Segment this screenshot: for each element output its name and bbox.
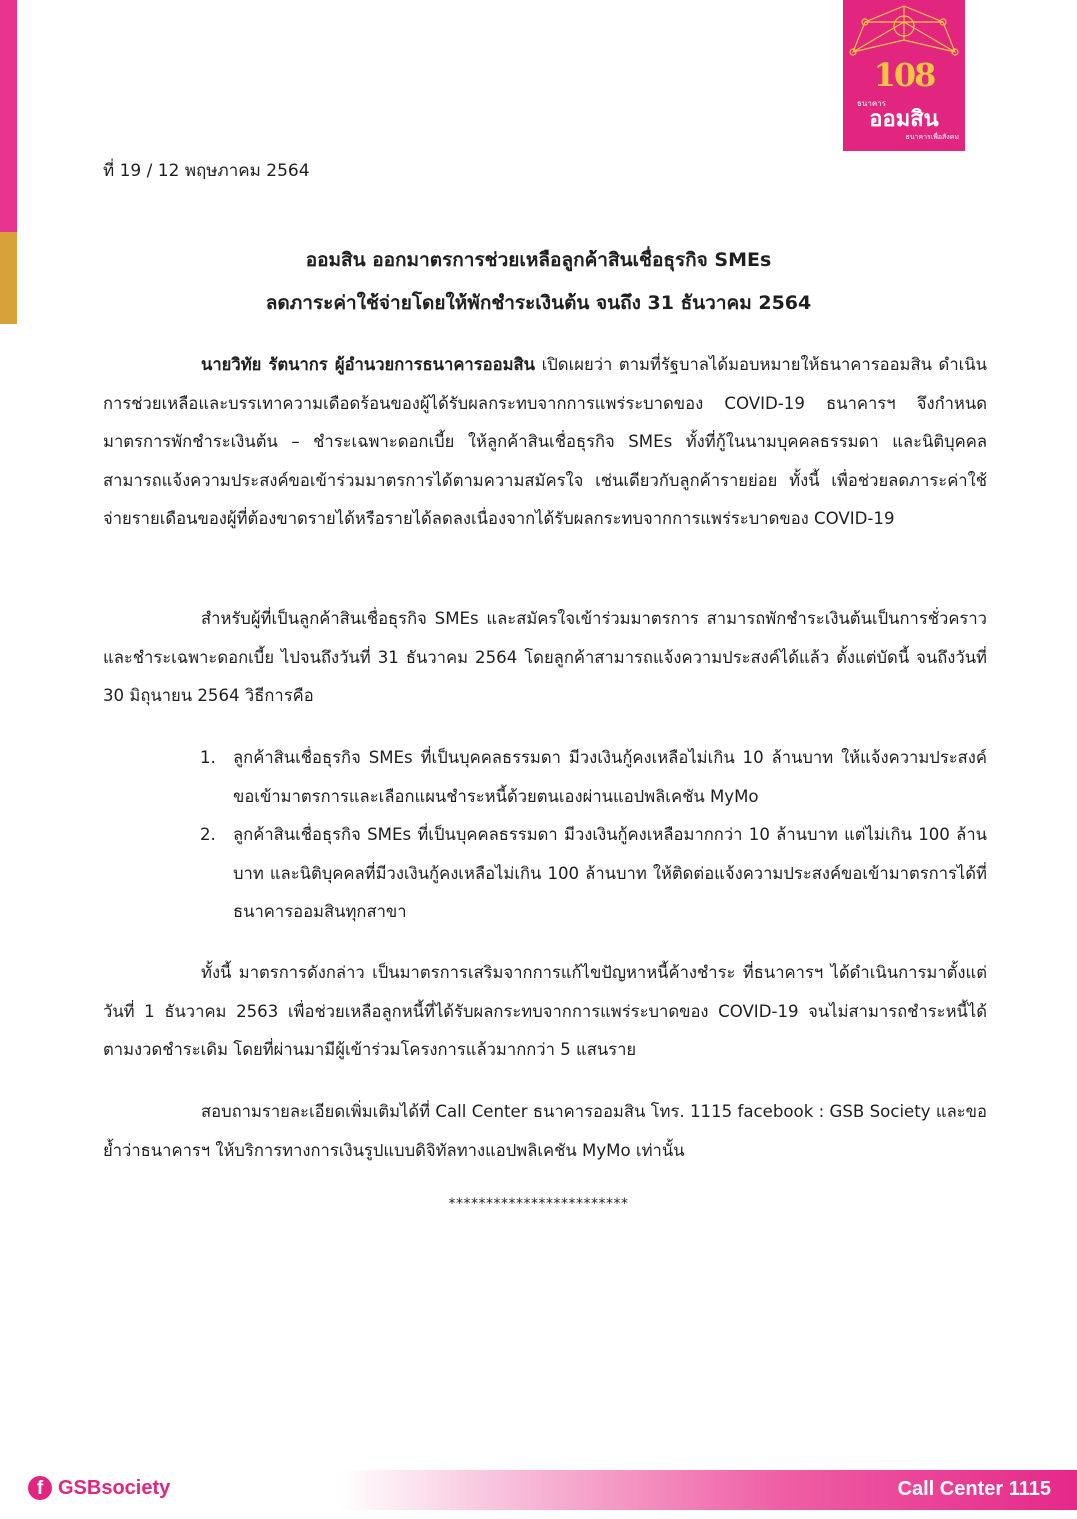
list-item-number: 1. [200,748,216,767]
footer-social-label: GSBsociety [58,1476,171,1499]
gsb-logo [843,0,965,151]
logo-brand-small: ธนาคาร [857,99,886,108]
headline-line-2: ลดภาระค่าใช้จ่ายโดยให้พักชำระเงินต้น จนถึง 31 ธันวาคม 2564 [265,292,812,314]
logo-brand-name: ออมสิน [869,107,939,132]
side-accent-pink [0,0,17,232]
headline-line-1: ออมสิน ออกมาตรการช่วยเหลือลูกค้าสินเชื่อธุรกิจ SMEs [305,249,772,271]
document-reference: ที่ 19 / 12 พฤษภาคม 2564 [103,161,310,181]
paragraph-4: ทั้งนี้ มาตรการดังกล่าว เป็นมาตรการเสริมจากการแก้ไขปัญหาหนี้ค้างชำระ ที่ธนาคารฯ ได้ดำเนินการมาตั้งแต่วันที่ 1 ธันวาคม 2563 เพื่อช่วยเหลือลูกหนี้ที่ได้รับผลกระทบจากการแพร่ระบาดของ COVID-19 จนไม่สามารถชำระหนี้ได้ตามงวดชำระเดิม โดยที่ผ่านมามีผู้เข้าร่วมโครงการแล้วมากกว่า 5 แสนราย [103,963,987,1059]
method-list [200,739,987,932]
paragraph-2: สำหรับผู้ที่เป็นลูกค้าสินเชื่อธุรกิจ SMEs และสมัครใจเข้าร่วมมาตรการ สามารถพักชำระเงินต้นเป็นการชั่วคราว และชำระเฉพาะดอกเบี้ย ไปจนถึงวันที่ 31 ธันวาคม 2564 โดยลูกค้าสามารถแจ้งความประสงค์ได้แล้ว ตั้งแต่บัดนี้ จนถึงวันที่ 30 มิถุนายน 2564 วิธีการคือ [103,609,987,705]
footer-social-link[interactable] [28,1476,170,1500]
paragraph-1-lead: นายวิทัย รัตนากร ผู้อำนวยการธนาคารออมสิน [201,355,535,374]
list-item [200,739,987,816]
footer-call-center: Call Center 1115 [897,1478,1051,1500]
list-item-text: ลูกค้าสินเชื่อธุรกิจ SMEs ที่เป็นบุคคลธรรมดา มีวงเงินกู้คงเหลือมากกว่า 10 ล้านบาท แต่ไม่เกิน 100 ล้านบาท และนิติบุคคลที่มีวงเงินกู้คงเหลือไม่เกิน 100 ล้านบาท ให้ติดต่อแจ้งความประสงค์ขอเข้ามาตรการได้ที่ธนาคารออมสินทุกสาขา [233,825,987,921]
separator: ************************ [448,1196,629,1212]
paragraph-1-body: เปิดเผยว่า ตามที่รัฐบาลได้มอบหมายให้ธนาคารออมสิน ดำเนินการช่วยเหลือและบรรเทาความเดือดร้อนของผู้ได้รับผลกระทบจากการแพร่ระบาดของ COVID-19 ธนาคารฯ จึงกำหนดมาตรการพักชำระเงินต้น – ชำระเฉพาะดอกเบี้ย ให้ลูกค้าสินเชื่อธุรกิจ SMEs ทั้งที่กู้ในนามบุคคลธรรมดา และนิติบุคคล สามารถแจ้งความประสงค์ขอเข้าร่วมมาตรการได้ตามความสมัครใจ เช่นเดียวกับลูกค้ารายย่อย ทั้งนี้ เพื่อช่วยลดภาระค่าใช้จ่ายรายเดือนของผู้ที่ต้องขาดรายได้หรือรายได้ลดลงเนื่องจากได้รับผลกระทบจากการแพร่ระบาดของ COVID-19 [103,355,987,528]
paragraph-5: สอบถามรายละเอียดเพิ่มเติมได้ที่ Call Center ธนาคารออมสิน โทร. 1115 facebook : GSB Society และขอย้ำว่าธนาคารฯ ให้บริการทางการเงินรูปแบบดิจิทัลทางแอปพลิเคชัน MyMo เท่านั้น [103,1102,987,1160]
facebook-icon: f [28,1476,52,1500]
logo-anniversary: 108 [873,56,935,94]
list-item-number: 2. [200,825,216,844]
list-item [200,816,987,932]
logo-brand-tagline: ธนาคารเพื่อสังคม [905,133,959,141]
paragraph-1 [103,346,987,539]
list-item-text: ลูกค้าสินเชื่อธุรกิจ SMEs ที่เป็นบุคคลธรรมดา มีวงเงินกู้คงเหลือไม่เกิน 10 ล้านบาท ให้แจ้งความประสงค์ขอเข้ามาตรการและเลือกแผนชำระหนี้ด้วยตนเองผ่านแอปพลิเคชัน MyMo [233,748,987,806]
side-accent-gold [0,232,17,324]
